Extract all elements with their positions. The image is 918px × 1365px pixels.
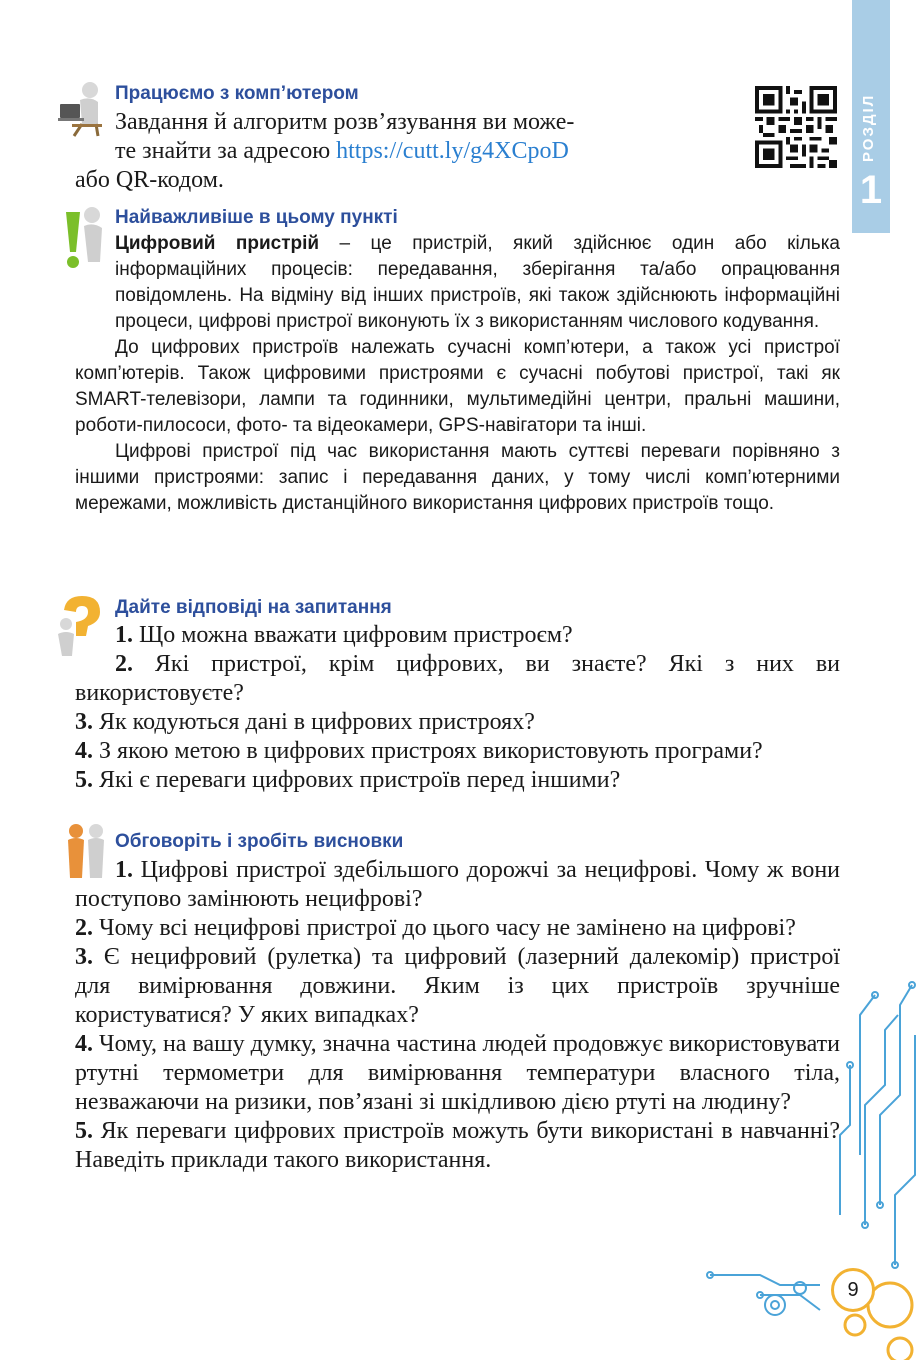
page-number: 9	[831, 1268, 875, 1312]
discuss-text: Чому всі нецифрові пристрої до цього часу не замінено на цифрові?	[93, 915, 796, 941]
computer-text-line3: або QR-кодом.	[75, 167, 224, 193]
discuss-text: Як переваги цифрових пристроїв можуть бути використані в навчанні? Наведіть приклади такого використання.	[75, 1118, 840, 1173]
discuss-text: Цифрові пристрої здебільшого дорожчі за нецифрові. Чому ж вони поступово замінюють нецифрові?	[75, 857, 840, 912]
question-item	[75, 737, 840, 766]
discuss-number: 1.	[115, 857, 133, 883]
discuss-item	[75, 914, 840, 943]
important-p1	[75, 231, 840, 335]
chapter-word: РОЗДІЛ	[860, 93, 877, 162]
question-text: Які пристрої, крім цифрових, ви знаєте? Які з них ви використовуєте?	[75, 651, 840, 706]
question-item	[75, 650, 840, 708]
question-text: Що можна вважати цифровим пристроєм?	[133, 622, 573, 648]
computer-text-line1: Завдання й алгоритм розв’язування ви може-	[115, 109, 575, 135]
important-p1-text: – це пристрій, який здійснює один або кілька інформаційних процесів: передавання, зберігання та/або опрацювання повідомлень. На відміну від інших пристроїв, які також здійснюють інформаційні процеси, цифрові пристрої виконують їх з використанням числового кодування.	[115, 233, 840, 332]
discuss-text: Чому, на вашу думку, значна частина людей продовжує використовувати ртутні термометри для вимірювання температури власного тіла, незважаючи на ризики, пов’язані зі шкідливою дією ртуті на людину?	[75, 1031, 840, 1115]
discuss-item	[75, 856, 840, 914]
question-number: 2.	[115, 651, 133, 677]
important-p3: Цифрові пристрої під час використання мають суттєві переваги порівняно з іншими пристроями: запис і передавання даних, у тому числі комп’ютерними мережами, можливість дистанційного використання цифрових пристроїв тощо.	[75, 441, 840, 514]
section-heading-questions: Дайте відповіді на запитання	[115, 597, 392, 618]
question-number: 5.	[75, 767, 93, 793]
discuss-number: 4.	[75, 1031, 93, 1057]
section-heading-computer: Працюємо з комп’ютером	[115, 83, 359, 104]
discuss-text: Є нецифровий (рулетка) та цифровий (лазерний далекомір) пристрої для вимірювання довжини. Яким із цих пристроїв зручніше користуватися? У яких випадках?	[75, 944, 840, 1028]
question-text: Як кодуються дані в цифрових пристроях?	[93, 709, 535, 735]
discuss-number: 3.	[75, 944, 93, 970]
task-link[interactable]: https://cutt.ly/g4XCpoD	[336, 138, 569, 164]
question-number: 3.	[75, 709, 93, 735]
qr-code-icon[interactable]	[755, 86, 837, 168]
section-heading-discuss: Обговоріть і зробіть висновки	[115, 831, 404, 852]
circuit-decoration	[700, 975, 918, 1360]
question-item	[75, 766, 840, 795]
questions-list	[75, 621, 840, 795]
discuss-number: 2.	[75, 915, 93, 941]
section-heading-important: Найважливіше в цьому пункті	[115, 207, 398, 228]
discuss-number: 5.	[75, 1118, 93, 1144]
chapter-tab-label	[856, 90, 886, 180]
computer-text-part: те знайти за адресою	[115, 138, 337, 164]
section-computer-text	[75, 108, 705, 195]
section-important-text	[75, 231, 840, 517]
important-term: Цифровий пристрій	[115, 233, 320, 254]
question-text: З якою метою в цифрових пристроях використовують програми?	[93, 738, 763, 764]
question-item	[75, 708, 840, 737]
question-item	[75, 621, 840, 650]
question-number: 4.	[75, 738, 93, 764]
question-number: 1.	[115, 622, 133, 648]
computer-text-line2	[75, 137, 705, 166]
important-p2: До цифрових пристроїв належать сучасні комп’ютери, а також усі пристрої комп’ютерів. Також цифровими пристроями є сучасні побутові пристрої, такі як SMART-телевізори, лампи та годинники, мультимедійні центри, пральні машини, роботи-пилососи, фото- та відеокамери, GPS-навігатори та інші.	[75, 337, 840, 436]
question-text: Які є переваги цифрових пристроїв перед іншими?	[93, 767, 621, 793]
chapter-number: 1	[859, 168, 883, 212]
